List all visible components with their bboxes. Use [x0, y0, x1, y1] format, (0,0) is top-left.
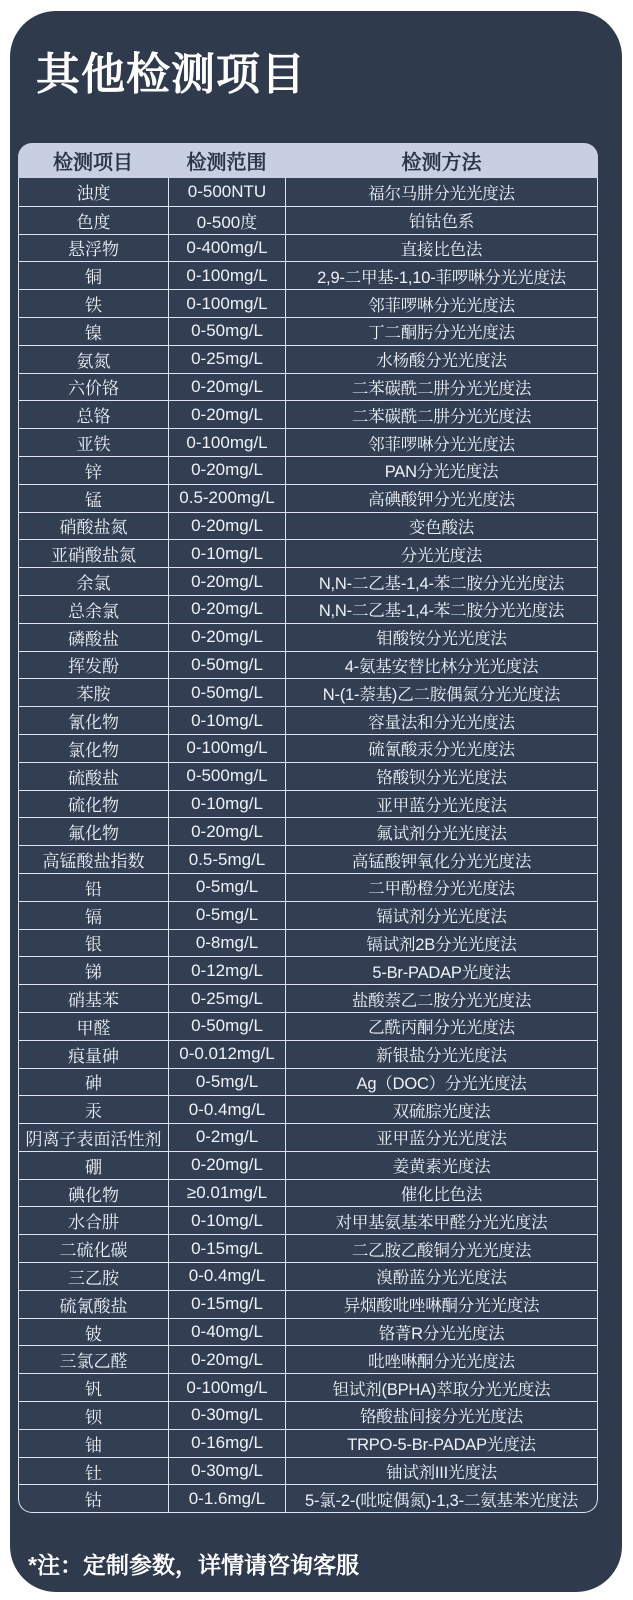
method-cell: 5-氯-2-(吡啶偶氮)-1,3-二氨基苯光度法	[285, 1485, 597, 1512]
item-cell: 硼	[85, 1157, 102, 1177]
method-cell: 铬酸盐间接分光光度法	[285, 1402, 597, 1429]
item-cell: 水合肼	[68, 1213, 119, 1233]
range-cell: 0-20mg/L	[168, 374, 285, 401]
method-cell: 钼酸铵分光光度法	[285, 624, 597, 651]
method-cell: 邻菲啰啉分光光度法	[285, 429, 597, 456]
range-cell: 0-50mg/L	[168, 1013, 285, 1040]
range-cell: 0-500NTU	[168, 178, 285, 206]
item-cell: 铀	[85, 1435, 102, 1455]
table-row	[19, 178, 597, 206]
method-cell: 邻菲啰啉分光光度法	[285, 290, 597, 317]
method-cell: N,N-二乙基-1,4-苯二胺分光光度法	[285, 568, 597, 595]
method-cell: TRPO-5-Br-PADAP光度法	[285, 1430, 597, 1457]
table-row	[19, 261, 597, 289]
item-cell: 磷酸盐	[68, 629, 119, 649]
range-cell: 0-20mg/L	[168, 513, 285, 540]
method-cell: 亚甲蓝分光光度法	[285, 1124, 597, 1151]
range-cell: 0-5mg/L	[168, 1069, 285, 1096]
range-cell: 0-25mg/L	[168, 346, 285, 373]
range-cell: 0-0.4mg/L	[168, 1096, 285, 1123]
method-cell: 高碘酸钾分光光度法	[285, 485, 597, 512]
table-row	[19, 1234, 597, 1262]
range-cell: 0-40mg/L	[168, 1319, 285, 1346]
method-cell: 高锰酸钾氧化分光光度法	[285, 846, 597, 873]
item-cell: 汞	[85, 1102, 102, 1122]
range-cell: 0-8mg/L	[168, 930, 285, 957]
table-row	[19, 484, 597, 512]
method-cell: 双硫腙光度法	[285, 1096, 597, 1123]
item-cell: 六价铬	[68, 379, 119, 399]
item-cell: 硫酸盐	[68, 768, 119, 788]
range-cell: 0-2mg/L	[168, 1124, 285, 1151]
range-cell: 0-100mg/L	[168, 429, 285, 456]
table-row	[19, 651, 597, 679]
table-row	[19, 623, 597, 651]
range-cell: 0-50mg/L	[168, 679, 285, 706]
method-cell: 铬酸钡分光光度法	[285, 763, 597, 790]
method-cell: 二乙胺乙酸铜分光光度法	[285, 1235, 597, 1262]
column-header-range: 检测范围	[186, 152, 267, 174]
method-cell: 吡唑啉酮分光光度法	[285, 1346, 597, 1373]
method-cell: 4-氨基安替比林分光光度法	[285, 652, 597, 679]
range-cell: 0.5-200mg/L	[168, 485, 285, 512]
item-cell: 苯胺	[76, 685, 111, 705]
item-cell: 铁	[85, 296, 102, 316]
range-cell: 0-20mg/L	[168, 401, 285, 428]
range-cell: 0.5-5mg/L	[168, 846, 285, 873]
method-cell: 丁二酮肟分光光度法	[285, 318, 597, 345]
method-cell: 氟试剂分光光度法	[285, 818, 597, 845]
table-row	[19, 456, 597, 484]
item-cell: 锌	[85, 462, 102, 482]
range-cell: 0-1.6mg/L	[168, 1485, 285, 1512]
table-row	[19, 1068, 597, 1096]
item-cell: 锰	[85, 490, 102, 510]
item-cell: 铅	[85, 879, 102, 899]
range-cell: 0-10mg/L	[168, 540, 285, 567]
table-row	[19, 790, 597, 818]
table-row	[19, 373, 597, 401]
item-cell: 挥发酚	[68, 657, 119, 677]
item-cell: 总余氯	[68, 601, 119, 621]
method-cell: 对甲基氨基苯甲醛分光光度法	[285, 1207, 597, 1234]
table-row	[19, 1345, 597, 1373]
item-cell: 悬浮物	[68, 240, 119, 260]
item-cell: 总铬	[76, 407, 111, 427]
method-cell: 直接比色法	[285, 235, 597, 262]
table-row	[19, 400, 597, 428]
item-cell: 硝酸盐氮	[59, 518, 128, 538]
method-cell: 硫氰酸汞分光光度法	[285, 735, 597, 762]
item-cell: 钴	[85, 1491, 102, 1511]
table-row	[19, 317, 597, 345]
table-row	[19, 1484, 597, 1512]
item-cell: 镍	[85, 323, 102, 343]
table-row	[19, 1373, 597, 1401]
item-cell: 色度	[76, 212, 111, 232]
range-cell: 0-20mg/L	[168, 568, 285, 595]
table-row	[19, 929, 597, 957]
method-cell: 二苯碳酰二肼分光光度法	[285, 401, 597, 428]
range-cell: 0-30mg/L	[168, 1402, 285, 1429]
range-cell: 0-100mg/L	[168, 735, 285, 762]
table-row	[19, 595, 597, 623]
table-row	[19, 706, 597, 734]
table-row	[19, 1262, 597, 1290]
table-row	[19, 234, 597, 262]
range-cell: 0-25mg/L	[168, 985, 285, 1012]
range-cell: 0-12mg/L	[168, 957, 285, 984]
table-row	[19, 1429, 597, 1457]
item-cell: 二硫化碳	[59, 1241, 128, 1261]
item-cell: 钒	[85, 1380, 102, 1400]
range-cell: 0-15mg/L	[168, 1291, 285, 1318]
method-cell: 亚甲蓝分光光度法	[285, 791, 597, 818]
range-cell: 0-10mg/L	[168, 791, 285, 818]
method-cell: 变色酸法	[285, 513, 597, 540]
item-cell: 铍	[85, 1324, 102, 1344]
table-row	[19, 512, 597, 540]
item-cell: 三乙胺	[68, 1268, 119, 1288]
item-cell: 碘化物	[68, 1185, 119, 1205]
range-cell: 0-20mg/L	[168, 457, 285, 484]
range-cell: 0-500mg/L	[168, 763, 285, 790]
item-cell: 硫化物	[68, 796, 119, 816]
method-cell: 镉试剂分光光度法	[285, 902, 597, 929]
item-cell: 氟化物	[68, 824, 119, 844]
table-row	[19, 345, 597, 373]
method-cell: 盐酸萘乙二胺分光光度法	[285, 985, 597, 1012]
table-row	[19, 956, 597, 984]
method-cell: 水杨酸分光光度法	[285, 346, 597, 373]
range-cell: 0-10mg/L	[168, 707, 285, 734]
table-row	[19, 206, 597, 234]
table-header-row	[18, 143, 598, 178]
item-cell: 钍	[85, 1463, 102, 1483]
item-cell: 亚铁	[76, 435, 111, 455]
item-cell: 砷	[85, 1074, 102, 1094]
method-cell: N,N-二乙基-1,4-苯二胺分光光度法	[285, 596, 597, 623]
range-cell: 0-100mg/L	[168, 1374, 285, 1401]
method-cell: Ag（DOC）分光光度法	[285, 1069, 597, 1096]
item-cell: 镉	[85, 907, 102, 927]
table-row	[19, 289, 597, 317]
table-row	[19, 1123, 597, 1151]
item-cell: 阴离子表面活性剂	[25, 1129, 162, 1149]
range-cell: ≥0.01mg/L	[168, 1180, 285, 1207]
item-cell: 氰化物	[68, 713, 119, 733]
table-row	[19, 1206, 597, 1234]
method-cell: 二甲酚橙分光光度法	[285, 874, 597, 901]
item-cell: 余氯	[76, 574, 111, 594]
item-cell: 甲醛	[76, 1018, 111, 1038]
method-cell: 催化比色法	[285, 1180, 597, 1207]
method-cell: 镉试剂2B分光光度法	[285, 930, 597, 957]
table-row	[19, 901, 597, 929]
table-row	[19, 1457, 597, 1485]
method-cell: 铀试剂III光度法	[285, 1458, 597, 1485]
table-row	[19, 1151, 597, 1179]
method-cell: N-(1-萘基)乙二胺偶氮分光光度法	[285, 679, 597, 706]
footnote: *注：定制参数，详情请咨询客服	[28, 1552, 359, 1578]
table-row	[19, 567, 597, 595]
range-cell: 0-10mg/L	[168, 1207, 285, 1234]
range-cell: 0-0.012mg/L	[168, 1041, 285, 1068]
item-cell: 银	[85, 935, 102, 955]
method-cell: 福尔马肼分光光度法	[285, 178, 597, 206]
method-cell: 溴酚蓝分光光度法	[285, 1263, 597, 1290]
item-cell: 铜	[85, 268, 102, 288]
column-header-method: 检测方法	[401, 152, 482, 174]
range-cell: 0-100mg/L	[168, 262, 285, 289]
table-row	[19, 1179, 597, 1207]
page-title: 其他检测项目	[36, 50, 306, 99]
range-cell: 0-16mg/L	[168, 1430, 285, 1457]
method-cell: 姜黄素光度法	[285, 1152, 597, 1179]
table-row	[19, 428, 597, 456]
table-row	[19, 1095, 597, 1123]
range-cell: 0-50mg/L	[168, 318, 285, 345]
range-cell: 0-20mg/L	[168, 1152, 285, 1179]
item-cell: 痕量砷	[68, 1046, 119, 1066]
method-cell: 异烟酸吡唑啉酮分光光度法	[285, 1291, 597, 1318]
item-cell: 浊度	[76, 184, 111, 204]
range-cell: 0-5mg/L	[168, 874, 285, 901]
item-cell: 高锰酸盐指数	[42, 852, 145, 872]
method-cell: 分光光度法	[285, 540, 597, 567]
test-parameters-table	[18, 143, 598, 1513]
table-row	[19, 845, 597, 873]
item-cell: 氨氮	[76, 351, 111, 371]
table-row	[19, 734, 597, 762]
range-cell: 0-20mg/L	[168, 1346, 285, 1373]
method-cell: 铬菁R分光光度法	[285, 1319, 597, 1346]
item-cell: 锑	[85, 963, 102, 983]
table-row	[19, 873, 597, 901]
range-cell: 0-30mg/L	[168, 1458, 285, 1485]
method-cell: 5-Br-PADAP光度法	[285, 957, 597, 984]
range-cell: 0-20mg/L	[168, 818, 285, 845]
range-cell: 0-500度	[168, 207, 285, 234]
table-row	[19, 1318, 597, 1346]
range-cell: 0-5mg/L	[168, 902, 285, 929]
table-row	[19, 762, 597, 790]
item-cell: 硝基苯	[68, 991, 119, 1010]
range-cell: 0-400mg/L	[168, 235, 285, 262]
table-row	[19, 1012, 597, 1040]
method-cell: 钽试剂(BPHA)萃取分光光度法	[285, 1374, 597, 1401]
item-cell: 硫氰酸盐	[59, 1296, 128, 1316]
table-row	[19, 1290, 597, 1318]
item-cell: 氯化物	[68, 740, 119, 760]
method-cell: 容量法和分光光度法	[285, 707, 597, 734]
item-cell: 钡	[85, 1407, 102, 1427]
table-row	[19, 984, 597, 1012]
method-cell: 铂钴色系	[285, 207, 597, 234]
range-cell: 0-50mg/L	[168, 652, 285, 679]
table-row	[19, 1040, 597, 1068]
item-cell: 三氯乙醛	[59, 1352, 128, 1372]
table-body	[18, 178, 598, 1513]
range-cell: 0-20mg/L	[168, 624, 285, 651]
method-cell: PAN分光光度法	[285, 457, 597, 484]
method-cell: 新银盐分光光度法	[285, 1041, 597, 1068]
table-row	[19, 539, 597, 567]
column-header-item: 检测项目	[53, 152, 133, 174]
range-cell: 0-15mg/L	[168, 1235, 285, 1262]
method-cell: 2,9-二甲基-1,10-菲啰啉分光光度法	[285, 262, 597, 289]
item-cell: 亚硝酸盐氮	[51, 546, 136, 566]
table-row	[19, 678, 597, 706]
range-cell: 0-100mg/L	[168, 290, 285, 317]
table-row	[19, 1401, 597, 1429]
method-cell: 二苯碳酰二肼分光光度法	[285, 374, 597, 401]
range-cell: 0-20mg/L	[168, 596, 285, 623]
table-row	[19, 817, 597, 845]
method-cell: 乙酰丙酮分光光度法	[285, 1013, 597, 1040]
range-cell: 0-0.4mg/L	[168, 1263, 285, 1290]
